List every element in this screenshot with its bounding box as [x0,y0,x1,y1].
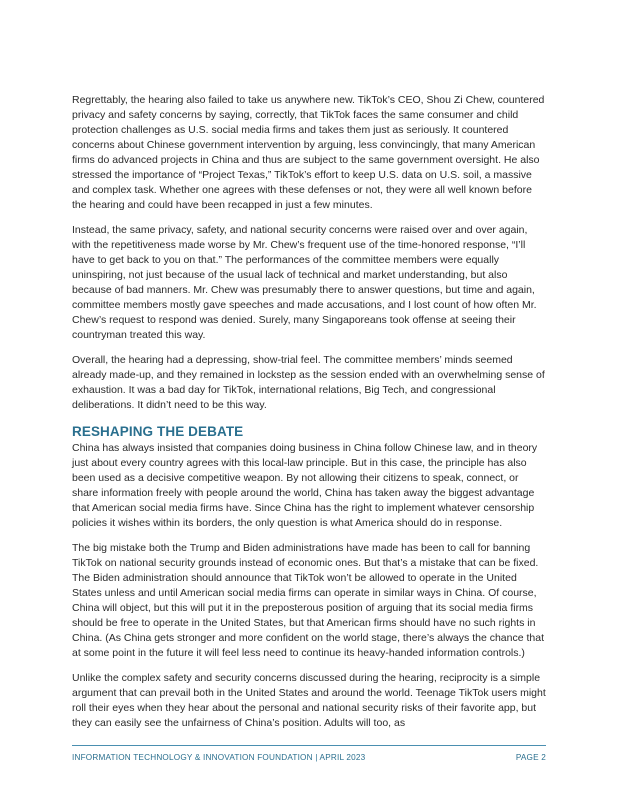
footer-page-number: PAGE 2 [515,753,546,762]
page-footer [72,752,546,764]
footer-divider [72,745,546,746]
body-paragraph: The big mistake both the Trump and Biden administrations have made has been to call for banning TikTok on national security grounds instead of economic ones. But that’s a mistake that can be fixed. The Biden administration should announce that TikTok won’t be allowed to operate in the United States unless and until American social media firms can operate in similar ways in China. Of course, China will object, but this will put it in the preposterous position of arguing that its social media firms should be free to operate in the United States, but that American firms should have no such rights in China. (As China gets stronger and more confident on the world stage, there’s always the chance that at some point in the future it will feel less need to continue its heavy-handed information controls.) [72,542,544,659]
body-paragraph: China has always insisted that companies doing business in China follow Chinese law, and in theory just about every country agrees with this local-law principle. But in this case, the principle has also been used as a decisive competitive weapon. By not allowing their citizens to speak, connect, or share information freely with people around the world, China has taken away the biggest advantage that American social media firms have. Since China has the right to implement whatever censorship policies it wishes within its borders, the only question is what America should do in response. [72,442,538,529]
body-paragraph: Overall, the hearing had a depressing, show-trial feel. The committee members’ minds seemed already made-up, and they remained in lockstep as the session ended with an overwhelming sense of exhaustion. It was a bad day for TikTok, international relations, Big Tech, and congressional deliberations. It didn’t need to be this way. [72,354,545,411]
body-paragraph: Instead, the same privacy, safety, and national security concerns were raised over and over again, with the repetitiveness made worse by Mr. Chew’s frequent use of the time-honored response, “I’ll have to get back to you on that.” The performances of the committee members were equally uninspiring, not just because of the usual lack of technical and market understanding, but also because of bad manners. Mr. Chew was presumably there to answer questions, but time and again, committee members mostly gave speeches and made accusations, and I lost count of how often Mr. Chew’s request to respond was denied. Surely, many Singaporeans took offense at seeing their countryman treated this way. [72,224,537,341]
article-body [72,93,546,741]
body-paragraph: Regrettably, the hearing also failed to take us anywhere new. TikTok’s CEO, Shou Zi Chew, countered privacy and safety concerns by saying, correctly, that TikTok faces the same consumer and child protection challenges as U.S. social media firms and takes them just as seriously. It countered concerns about Chinese government intervention by arguing, less convincingly, that many American firms do advanced projects in China and thus are subject to the same government oversight. He also stressed the importance of “Project Texas,” TikTok’s effort to keep U.S. data on U.S. soil, a massive and complex task. Whether one agrees with these defenses or not, they were all well known before the hearing and could have been recapped in just a few minutes. [72,94,545,211]
section-heading: RESHAPING THE DEBATE [72,424,244,439]
body-paragraph: Unlike the complex safety and security concerns discussed during the hearing, reciprocity is a simple argument that can prevail both in the United States and around the world. Teenage TikTok users might roll their eyes when they hear about the personal and national security risks of their favorite app, but they can easily see the unfairness of China’s position. Adults will too, as [72,672,546,729]
footer-publisher-date: INFORMATION TECHNOLOGY & INNOVATION FOUNDATION | APRIL 2023 [72,753,366,762]
